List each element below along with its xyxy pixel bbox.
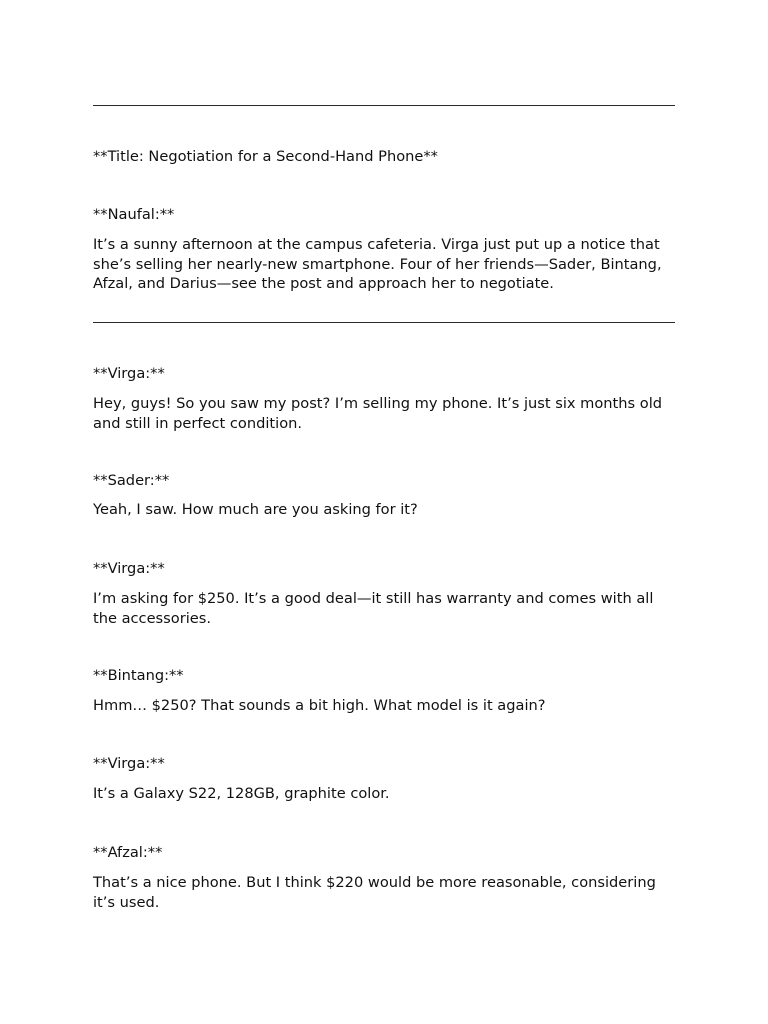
speaker-label: **Virga:** [93,560,165,577]
dialogue-text: Yeah, I saw. How much are you asking for it? [93,501,418,518]
document-page [93,0,675,1024]
section-divider [93,322,675,323]
dialogue-text: I’m asking for $250. It’s a good deal—it still has warranty and comes with all the accessories. [93,590,659,627]
dialogue-text: That’s a nice phone. But I think $220 would be more reasonable, considering it’s used. [93,874,661,911]
speaker-label: **Sader:** [93,472,170,489]
document-title: **Title: Negotiation for a Second-Hand Phone** [93,148,438,165]
top-divider [93,105,675,106]
speaker-label: **Virga:** [93,365,165,382]
dialogue-text: Hmm… $250? That sounds a bit high. What model is it again? [93,697,546,714]
speaker-label: **Naufal:** [93,206,175,223]
dialogue-text: It’s a Galaxy S22, 128GB, graphite color. [93,785,390,802]
speaker-label: **Afzal:** [93,844,163,861]
dialogue-text: Hey, guys! So you saw my post? I’m selling my phone. It’s just six months old and still in perfect condition. [93,395,667,432]
speaker-label: **Virga:** [93,755,165,772]
speaker-label: **Bintang:** [93,667,184,684]
intro-text: It’s a sunny afternoon at the campus cafeteria. Virga just put up a notice that she’s selling her nearly-new smartphone. Four of her friends—Sader, Bintang, Afzal, and Darius—see the post and approach her to negotiate. [93,236,667,292]
